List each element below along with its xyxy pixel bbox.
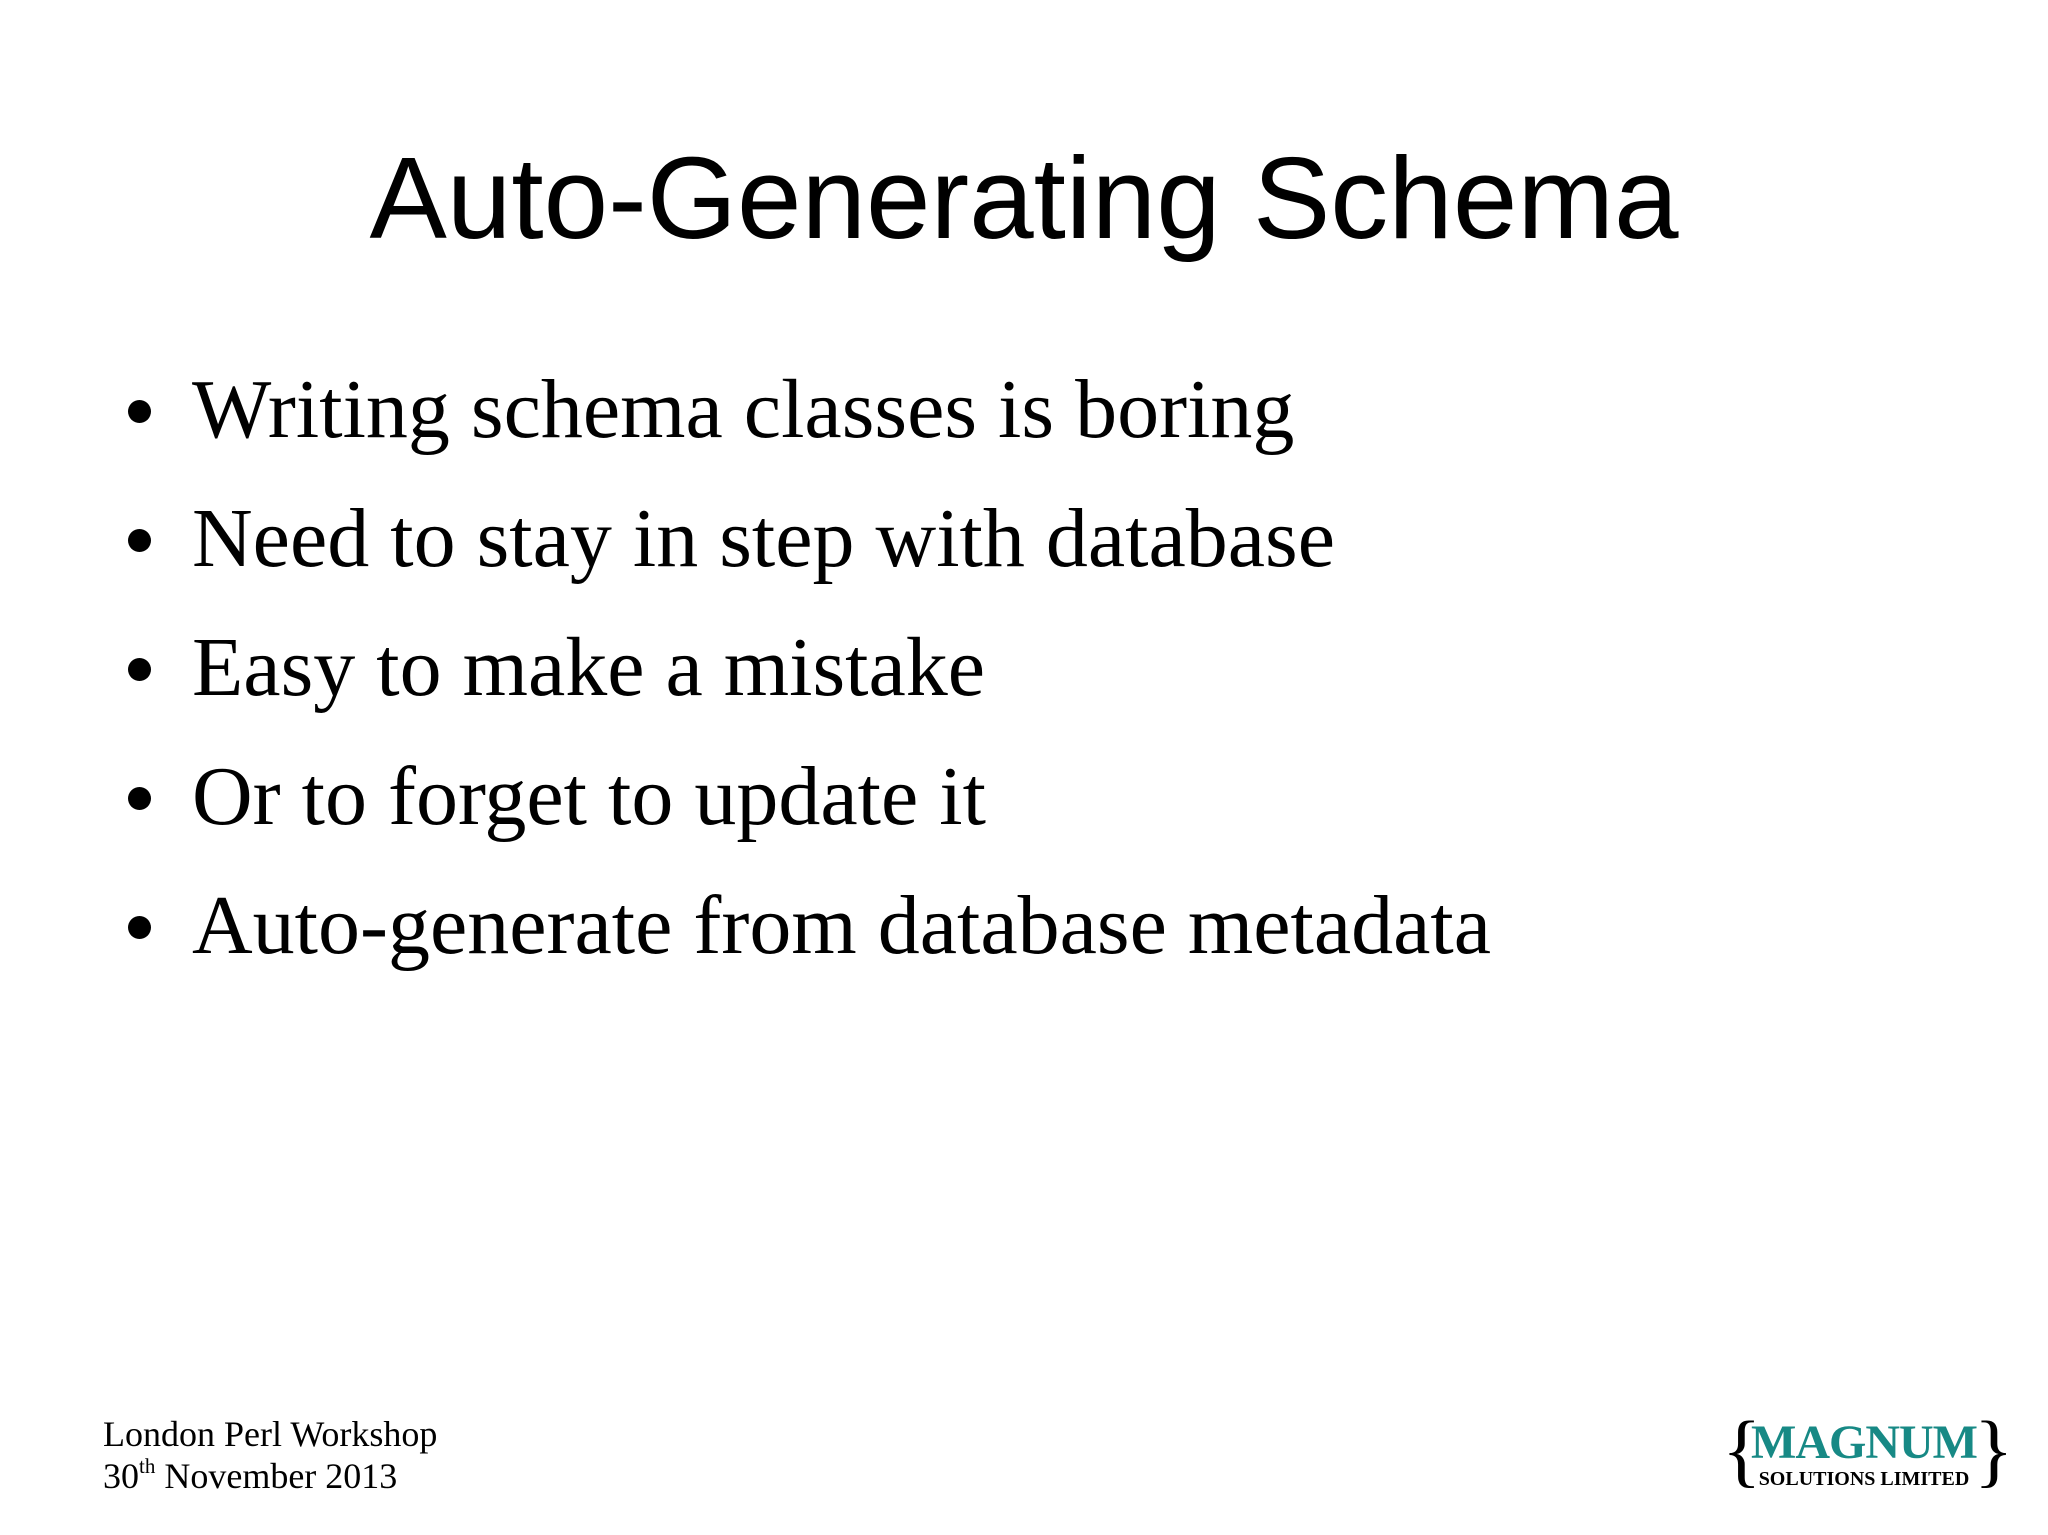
footer-date-rest: November 2013: [155, 1456, 398, 1496]
bullet-text: Need to stay in step with database: [192, 492, 1336, 585]
company-logo: [1722, 1404, 2014, 1495]
logo-tagline: SOLUTIONS LIMITED: [1758, 1468, 1970, 1490]
logo-brace-open: {: [1722, 1404, 1762, 1495]
footer-date-day: 30: [103, 1456, 139, 1496]
footer-date-suffix: th: [139, 1454, 156, 1478]
footer-date: [103, 1455, 437, 1497]
bullet-text: Or to forget to update it: [192, 750, 986, 843]
bullet-dot-icon: [128, 916, 151, 939]
bullet-text: Easy to make a mistake: [192, 621, 986, 714]
bullet-text: Writing schema classes is boring: [192, 363, 1295, 456]
footer-event: London Perl Workshop: [103, 1414, 438, 1454]
logo-name: MAGNUM: [1751, 1416, 1977, 1469]
slide-footer: [103, 1413, 437, 1497]
bullet-dot-icon: [128, 658, 151, 681]
bullet-text: Auto-generate from database metadata: [192, 879, 1492, 972]
bullet-dot-icon: [128, 787, 151, 810]
logo-brace-close: }: [1974, 1404, 2014, 1495]
bullet-dot-icon: [128, 400, 151, 423]
bullet-dot-icon: [128, 529, 151, 552]
slide-title: Auto-Generating Schema: [369, 133, 1679, 263]
